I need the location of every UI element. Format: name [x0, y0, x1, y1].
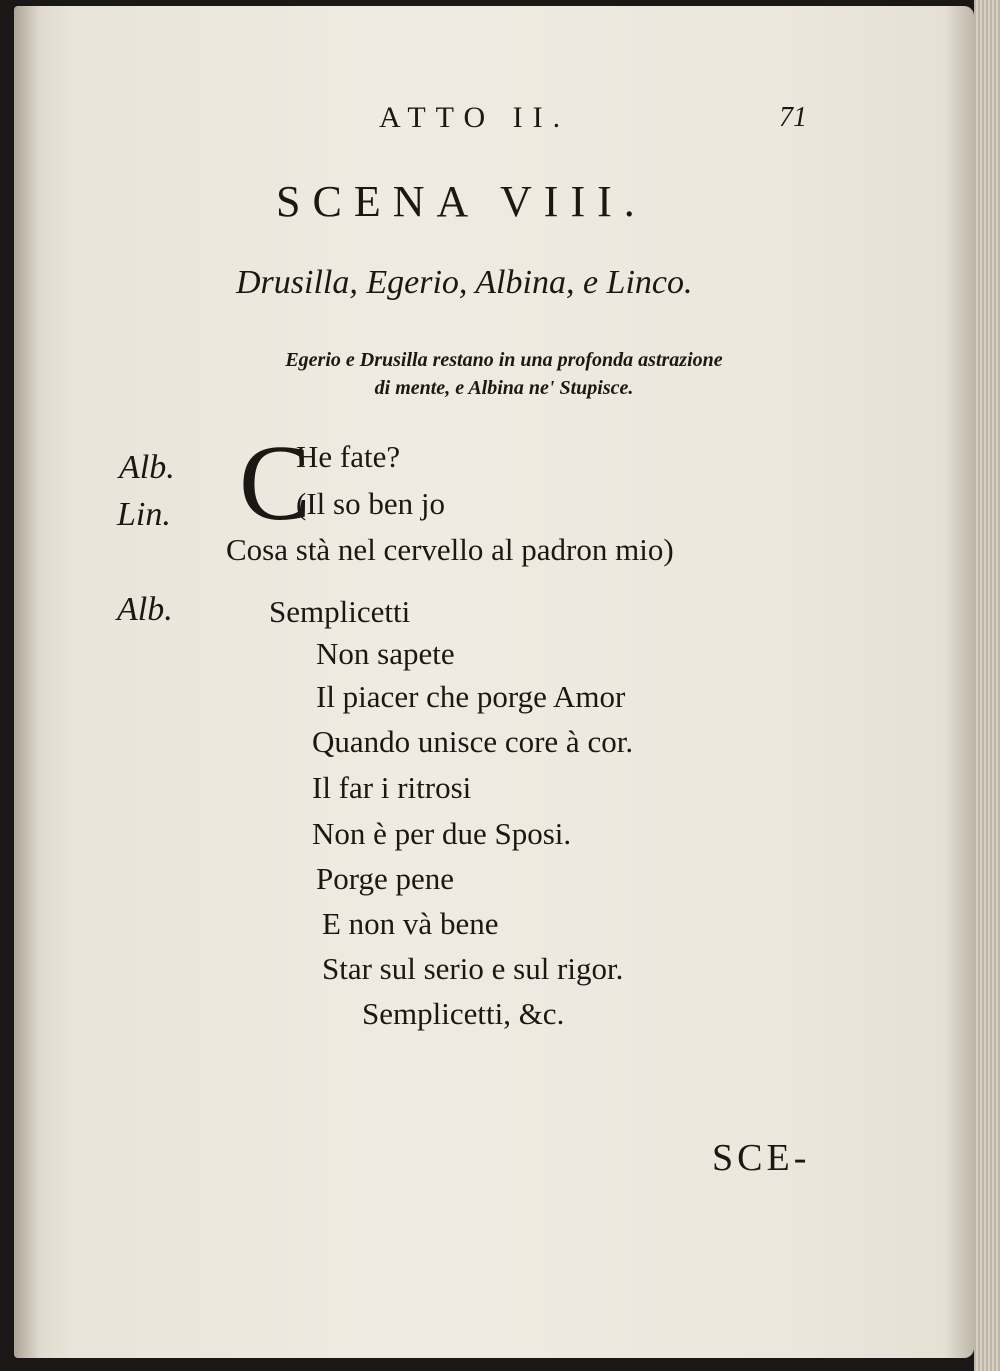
- verse-line: Porge pene: [316, 861, 455, 896]
- verse-line: E non và bene: [322, 906, 499, 941]
- verse-line: Quando unisce core à cor.: [312, 724, 634, 759]
- stage-direction-line-1: Egerio e Drusilla restano in una profonda astrazione: [285, 349, 723, 371]
- cast-list: Drusilla, Egerio, Albina, e Linco.: [236, 264, 693, 301]
- dialogue-line: He fate?: [296, 439, 401, 474]
- page-number: 71: [779, 102, 807, 133]
- verse-line: Semplicetti: [269, 594, 411, 629]
- verse-line: Non è per due Sposi.: [312, 816, 572, 851]
- speaker-label: Alb.: [117, 591, 173, 628]
- verse-line: Semplicetti, &c.: [362, 996, 565, 1031]
- dialogue-line: (Il so ben jo: [296, 486, 445, 521]
- drop-cap: C: [239, 424, 312, 543]
- book-page: [14, 6, 974, 1358]
- verse-line: Il far i ritrosi: [312, 770, 472, 805]
- stage-direction: [209, 346, 799, 402]
- verse-line: Non sapete: [316, 636, 455, 671]
- catchword: SCE-: [712, 1137, 811, 1179]
- speaker-label: Lin.: [117, 496, 171, 533]
- verse-line: Star sul serio e sul rigor.: [322, 951, 624, 986]
- running-header: ATTO II.: [379, 101, 571, 134]
- scene-title: SCENA VIII.: [276, 177, 647, 226]
- stage-direction-line-2: di mente, e Albina ne' Stupisce.: [374, 377, 634, 399]
- dialogue-line: Cosa stà nel cervello al padron mio): [226, 532, 674, 567]
- verse-line: Il piacer che porge Amor: [316, 679, 626, 714]
- speaker-label: Alb.: [119, 449, 175, 486]
- page-edge: [974, 0, 1000, 1371]
